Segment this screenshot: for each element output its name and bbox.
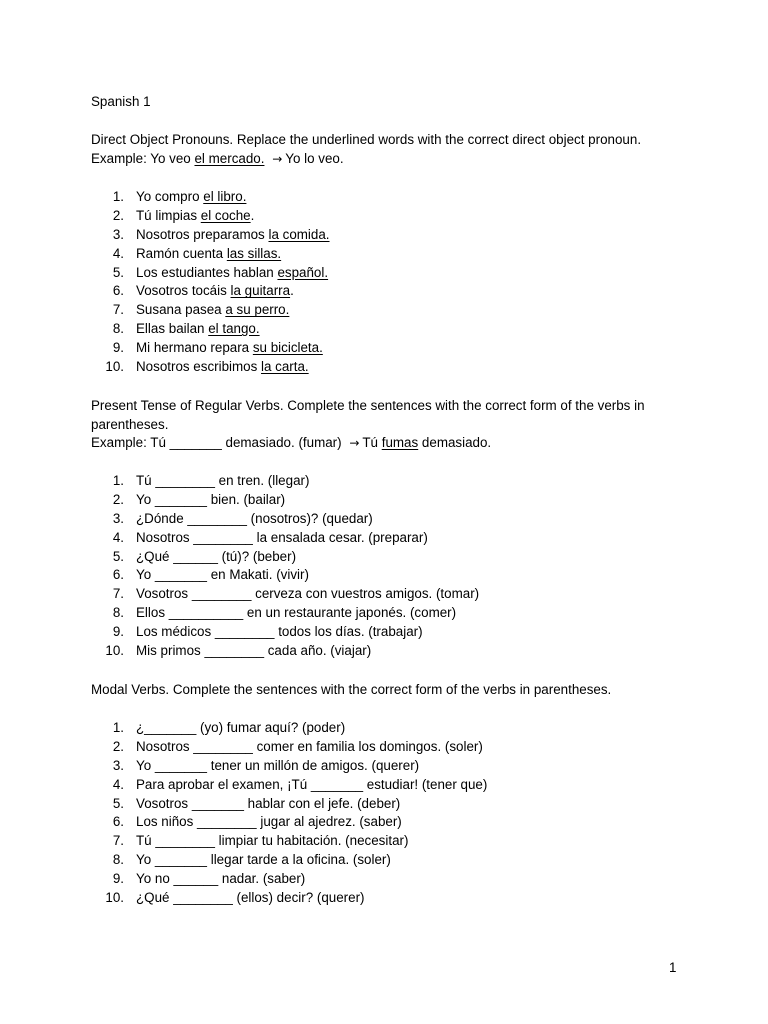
example-underlined: el mercado. [194, 151, 265, 166]
example-prefix: Example: Yo veo [91, 151, 195, 166]
page-title: Spanish 1 [91, 94, 151, 109]
section2-instruction: Present Tense of Regular Verbs. Complete the sentences with the correct form of the verbs in [91, 398, 645, 413]
example-result: Yo lo veo. [285, 151, 344, 166]
section3-instruction: Modal Verbs. Complete the sentences with the correct form of the verbs in parentheses. [91, 682, 612, 697]
page-number: 1 [669, 960, 677, 975]
section1-instruction: Direct Object Pronouns. Replace the underlined words with the correct direct object pronoun. [91, 132, 642, 147]
right-arrow-icon: → [272, 152, 283, 166]
right-arrow-icon: → [349, 436, 360, 450]
example-prefix: Example: Tú _______ demasiado. (fumar) [91, 435, 346, 450]
example-result-before: Tú [362, 435, 382, 450]
section1-example [91, 150, 344, 168]
example-result-after: demasiado. [418, 435, 492, 450]
section2-instruction-cont: parentheses. [91, 417, 169, 432]
worksheet-page: Spanish 1 Direct Object Pronouns. Replace the underlined words with the correct direct object pronoun. Example: Yo veo el mercado. → Yo lo veo. 1. Yo compro el libro. 2. Tú limpias el coche. 3. Nosotros preparamos la comida. 4. Ramón cuenta las sillas. 5. Los estudiantes hablan español. 6. Vosotros tocáis la guitarra. 7. Susana pasea a su perro. 8. Ellas bailan el tango. 9. Mi hermano repara su bicicleta. 10. Nosotros escribimos la carta. Present Tense of Regular Verbs. Complete the sentences with the correct form of the verbs in parentheses. Example: Tú _______ demasiado. (fumar) → Tú fumas demasiado. 1. Tú ________ en tren. (llegar) 2. Yo _______ bien. (bailar) 3. ¿Dónde ________ (nosotros)? (quedar) 4. Nosotros ________ la ensalada cesar. (preparar) 5. ¿Qué ______ (tú)? (beber) 6. Yo _______ en Makati. (vivir) 7. Vosotros ________ cerveza con vuestros amigos. (tomar) 8. Ellos __________ en un restaurante japonés. (comer) 9. Los médicos ________ todos los días. (trabajar) 10. Mis primos ________ cada año. (viajar) Modal Verbs. Complete the sentences with the correct form of the verbs in parentheses. 1. ¿_______ (yo) fumar aquí? (poder) 2. Nosotros ________ comer en familia los domingos. (soler) 3. Yo _______ tener un millón de amigos. (querer) 4. Para aprobar el examen, ¡Tú _______ estudiar! (tener que) 5. Vosotros _______ hablar con el jefe. (deber) 6. Los niños ________ jugar al ajedrez. (saber) 7. Tú ________ limpiar tu habitación. (necesitar) 8. Yo _______ llegar tarde a la oficina. (soler) 9. Yo no ______ nadar. (saber) 10. ¿Qué ________ (ellos) decir? (querer) 1 [91, 94, 677, 975]
section2-example [91, 434, 491, 452]
example-underlined: fumas [381, 435, 419, 450]
